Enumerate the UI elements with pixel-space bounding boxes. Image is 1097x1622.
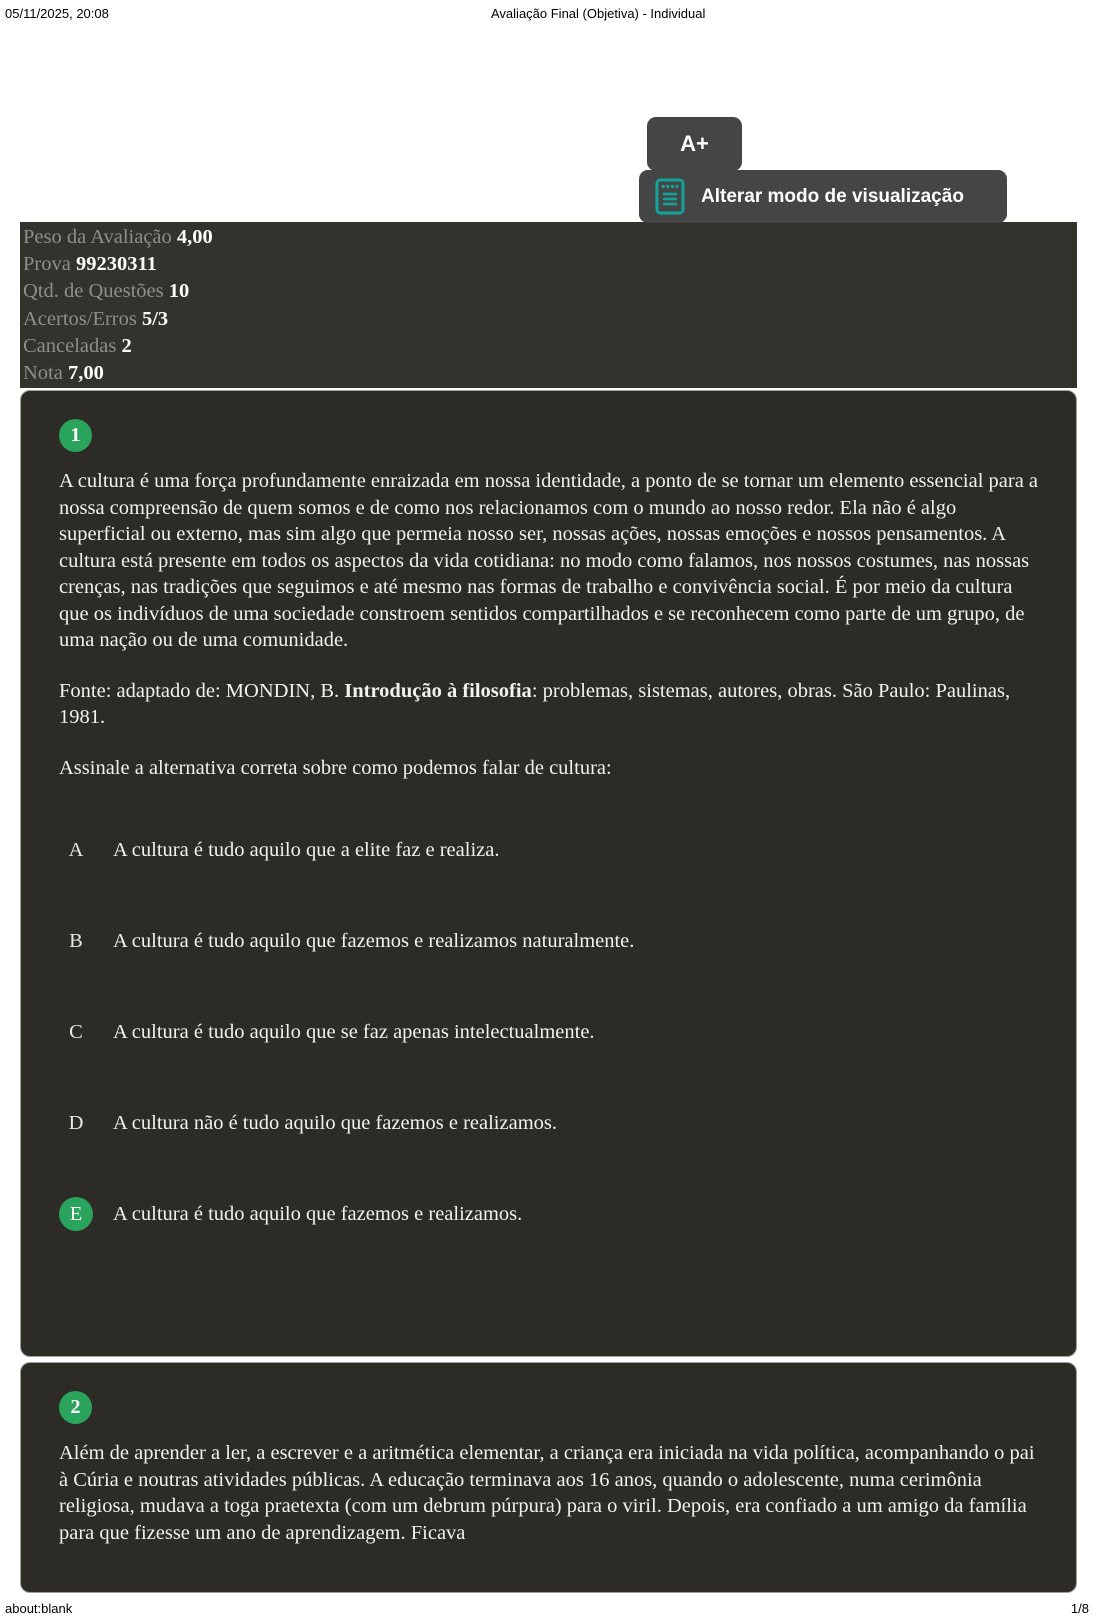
summary-row-canceladas: Canceladas 2 <box>23 334 132 357</box>
answer-option-c <box>59 1015 1043 1049</box>
question-source: Fonte: adaptado de: MONDIN, B. Introdução à filosofia: problemas, sistemas, autores, obras. São Paulo: Paulinas, 1981. <box>59 679 1011 728</box>
option-text: A cultura não é tudo aquilo que fazemos e realizamos. <box>113 1112 558 1134</box>
print-header-title: Avaliação Final (Objetiva) - Individual <box>491 6 706 21</box>
option-letter-correct-badge: E <box>59 1197 93 1231</box>
question-number: 1 <box>70 424 81 446</box>
summary-row-peso: Peso da Avaliação 4,00 <box>23 226 213 248</box>
font-increase-button[interactable]: A+ <box>647 117 742 171</box>
view-mode-label: Alterar modo de visualização <box>701 185 964 207</box>
summary-row-prova: Prova 99230311 <box>23 253 157 276</box>
option-text: A cultura é tudo aquilo que a elite faz e realiza. <box>113 839 500 861</box>
option-letter: B <box>69 930 83 952</box>
question-card-1 <box>20 390 1077 1357</box>
summary-row-nota: Nota 7,00 <box>23 362 104 385</box>
answer-option-d <box>59 1106 1043 1140</box>
answer-option-e-correct <box>59 1197 1043 1231</box>
answer-option-b <box>59 924 1043 958</box>
question-prompt: Assinale a alternativa correta sobre como podemos falar de cultura: <box>59 756 612 779</box>
option-letter: D <box>68 1112 84 1134</box>
option-text: A cultura é tudo aquilo que fazemos e realizamos. <box>113 1203 523 1225</box>
view-mode-button[interactable] <box>639 170 1007 223</box>
print-footer-pagenum: 1/8 <box>1070 1601 1089 1616</box>
question-body: Além de aprender a ler, a escrever e a aritmética elementar, a criança era iniciada na vida política, acompanhando o pai à Cúria e noutras atividades públicas. A educação terminava aos 16 anos, quando o adolescente, numa cerimônia religiosa, mudava a toga praetexta (com um debrum púrpura) para o viril. Depois, era confiado a um amigo da família para que fizesse um ano de aprendizagem. Ficava <box>59 1442 1035 1544</box>
question-number-badge <box>59 419 92 452</box>
option-text: A cultura é tudo aquilo que se faz apenas intelectualmente. <box>113 1021 595 1043</box>
question-number: 2 <box>70 1396 81 1418</box>
summary-row-acertos: Acertos/Erros 5/3 <box>23 307 169 330</box>
option-text: A cultura é tudo aquilo que fazemos e realizamos naturalmente. <box>113 930 635 952</box>
option-letter: C <box>69 1021 83 1043</box>
option-letter: A <box>68 839 84 861</box>
print-footer-url: about:blank <box>5 1601 73 1616</box>
exam-summary <box>20 222 1077 388</box>
question-body: A cultura é uma força profundamente enraizada em nossa identidade, a ponto de se tornar um elemento essencial para a nossa compreensão de quem somos e de como nos relacionamos com o mundo ao nosso redor. Ela não é algo superficial ou externo, mas sim algo que permeia nosso ser, nossas ações, nossas emoções e nossos pensamentos. A cultura está presente em todos os aspectos da vida cotidiana: no modo como falamos, nos nossos costumes, nas nossas crenças, nas tradições que seguimos e até mesmo nas formas de trabalho e convivência social. É por meio da cultura que os indivíduos de uma sociedade constroem sentidos compartilhados e se reconhecem como parte de um grupo, de uma nação ou de uma comunidade. <box>59 470 1039 651</box>
question-card-2 <box>20 1362 1077 1593</box>
print-header-datetime: 05/11/2025, 20:08 <box>5 6 109 21</box>
summary-row-questoes: Qtd. de Questões 10 <box>23 280 190 303</box>
question-number-badge <box>59 1391 92 1424</box>
answer-option-a <box>59 833 1043 867</box>
reader-document-icon <box>655 178 685 215</box>
